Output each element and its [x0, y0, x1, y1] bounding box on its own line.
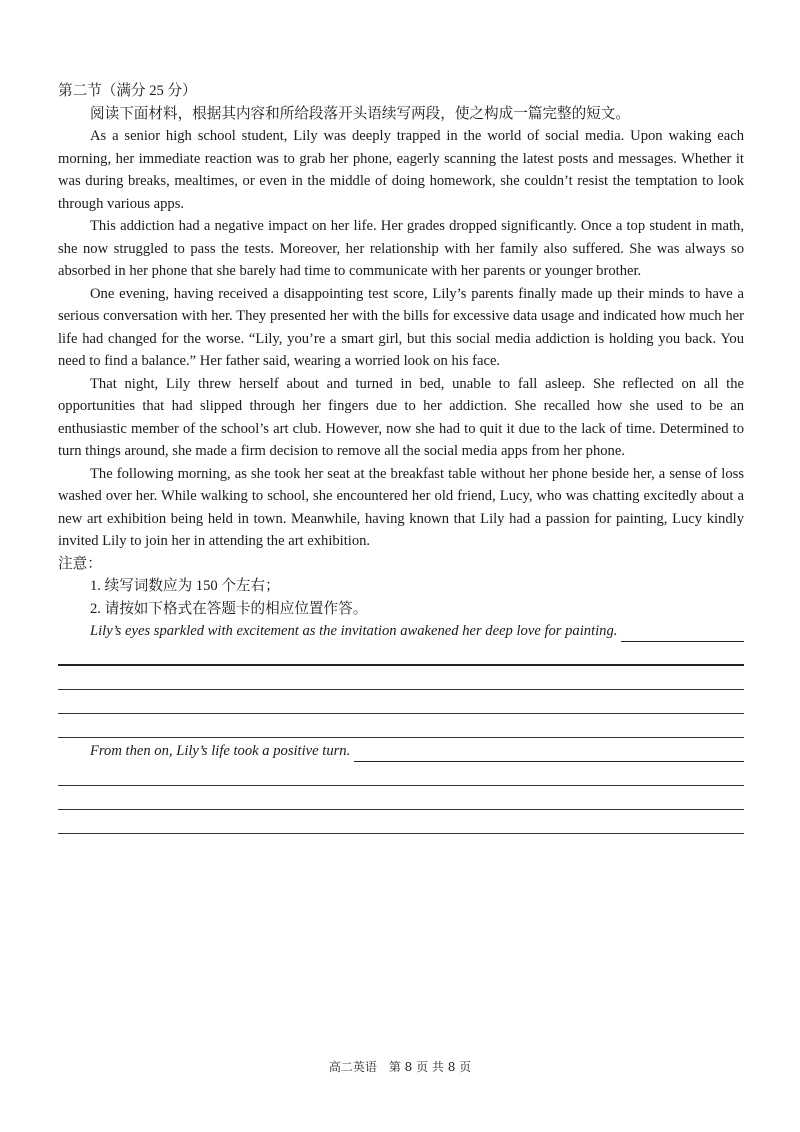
answer-line[interactable] [58, 666, 744, 690]
paragraph-starter-1 [58, 620, 744, 642]
answer-blank-1[interactable] [621, 625, 744, 642]
answer-line[interactable] [58, 642, 744, 666]
answer-blank-2[interactable] [354, 745, 744, 762]
passage-paragraph-2: This addiction had a negative impact on her life. Her grades dropped significantly. Once a top student in math, she now struggled to pass the tests. Moreover, her relationship with her family also suffered. She was always so absorbed in her phone that she barely had time to communicate with her parents or younger brother. [58, 218, 744, 279]
notes-heading: 注意： [58, 555, 102, 572]
note-item-2: 2. 请按如下格式在答题卡的相应位置作答。 [90, 600, 368, 617]
answer-line[interactable] [58, 690, 744, 714]
reading-passage [58, 125, 744, 553]
notes-section [58, 553, 744, 621]
answer-line[interactable] [58, 714, 744, 738]
answer-line[interactable] [58, 786, 744, 810]
paragraph-starter-2 [58, 740, 744, 762]
starter-text-2: From then on, Lily’s life took a positive turn. [90, 743, 351, 759]
exam-page [58, 80, 744, 834]
passage-paragraph-5: The following morning, as she took her seat at the breakfast table without her phone beside her, a sense of loss washed over her. While walking to school, she encountered her old friend, Lucy, who was chatting excitedly about a new art exhibition being held in town. Meanwhile, having known that Lily had a passion for painting, Lucy kindly invited Lily to join her in attending the art exhibition. [58, 465, 744, 549]
note-item-1: 1. 续写词数应为 150 个左右； [90, 578, 280, 594]
passage-paragraph-3: One evening, having received a disappointing test score, Lily’s parents finally made up their minds to have a serious conversation with her. They presented her with the bills for excessive data usage and indicated how much her life had changed for the worse. “Lily, you’re a smart girl, but this social media addiction is holding you back. You need to find a balance.” Her father said, wearing a worried look on his face. [58, 285, 744, 369]
passage-paragraph-1: As a senior high school student, Lily was deeply trapped in the world of social media. Upon waking each morning, her immediate reaction was to grab her phone, eagerly scanning the latest posts and messages. Whether it was during breaks, mealtimes, or even in the middle of doing homework, she couldn’t resist the temptation to look through various apps. [58, 128, 744, 212]
passage-paragraph-4: That night, Lily threw herself about and turned in bed, unable to fall asleep. She reflected on all the opportunities that had slipped through her fingers due to her addiction. She recalled how she used to be an enthusiastic member of the school’s art club. However, now she had to quit it due to the lack of time. Determined to turn things around, she made a firm decision to remove all the social media apps from her phone. [58, 375, 744, 459]
answer-line[interactable] [58, 762, 744, 786]
section-title: 第二节（满分 25 分） [58, 83, 197, 99]
page-footer: 高二英语 第 8 页 共 8 页 [328, 1060, 472, 1074]
answer-line[interactable] [58, 810, 744, 834]
writing-area-paragraph-2[interactable] [58, 740, 744, 834]
section-instruction: 阅读下面材料，根据其内容和所给段落开头语续写两段，使之构成一篇完整的短文。 [90, 105, 630, 122]
writing-area-paragraph-1[interactable] [58, 620, 744, 738]
starter-text-1: Lily’s eyes sparkled with excitement as the invitation awakened her deep love for painting. [90, 623, 618, 639]
